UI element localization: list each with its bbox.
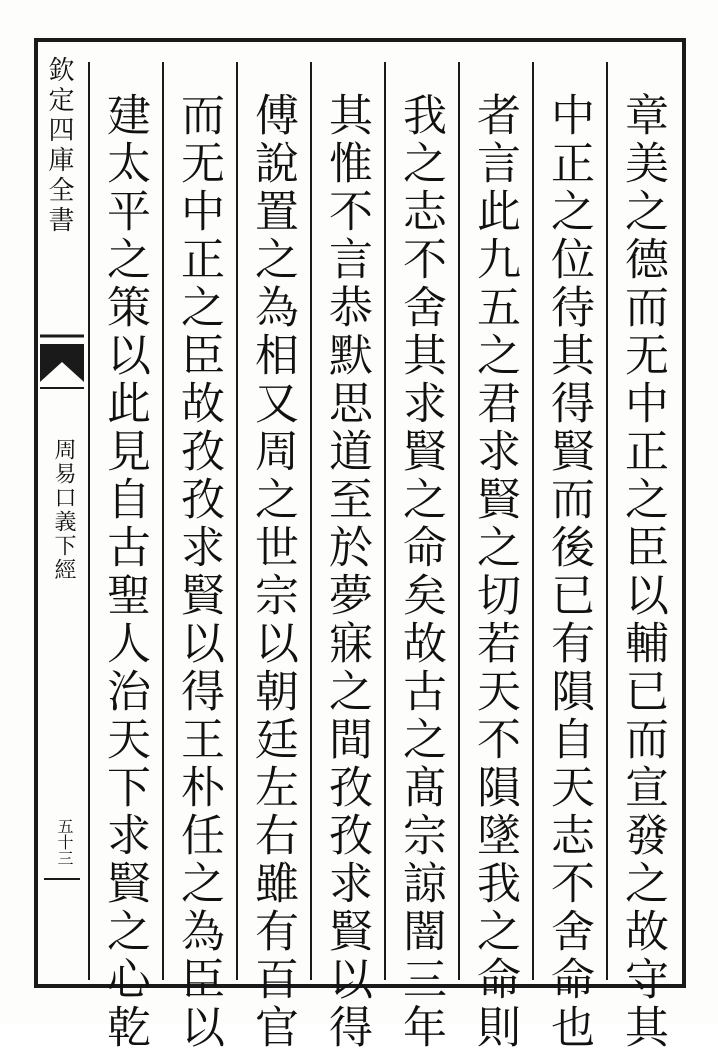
book-title: 欽定四庫全書	[44, 56, 74, 236]
column-rule	[236, 62, 238, 980]
column-rule	[606, 62, 608, 980]
fishtail-ornament-icon	[38, 332, 86, 392]
text-column-6: 傅說置之為相又周之世宗以朝廷左右雖有百官	[247, 92, 298, 1052]
text-column-4: 我之志不舍其求賢之命矣故古之髙宗諒闇三年	[395, 92, 446, 1052]
text-column-1: 章美之德而无中正之臣以輔已而宣發之故守其	[617, 92, 668, 1052]
page-number: 五十三	[55, 818, 74, 866]
column-rule	[162, 62, 164, 980]
column-rule	[384, 62, 386, 980]
column-rule	[458, 62, 460, 980]
column-rule	[310, 62, 312, 980]
chapter-title: 周易口義下經	[51, 438, 76, 582]
column-rule	[88, 62, 90, 980]
text-column-8: 建太平之策以此見自古聖人治天下求賢之心乾	[99, 92, 150, 1052]
text-column-2: 中正之位待其得賢而後已有隕自天志不舍命也	[543, 92, 594, 1052]
text-column-3: 者言此九五之君求賢之切若天不隕墜我之命則	[469, 92, 520, 1052]
column-rule	[532, 62, 534, 980]
text-column-5: 其惟不言恭默思道至於夢寐之間孜孜求賢以得	[321, 92, 372, 1052]
margin-strip	[38, 42, 86, 984]
text-column-7: 而无中正之臣故孜孜求賢以得王朴任之為臣以	[173, 92, 224, 1052]
margin-rule	[44, 878, 80, 880]
